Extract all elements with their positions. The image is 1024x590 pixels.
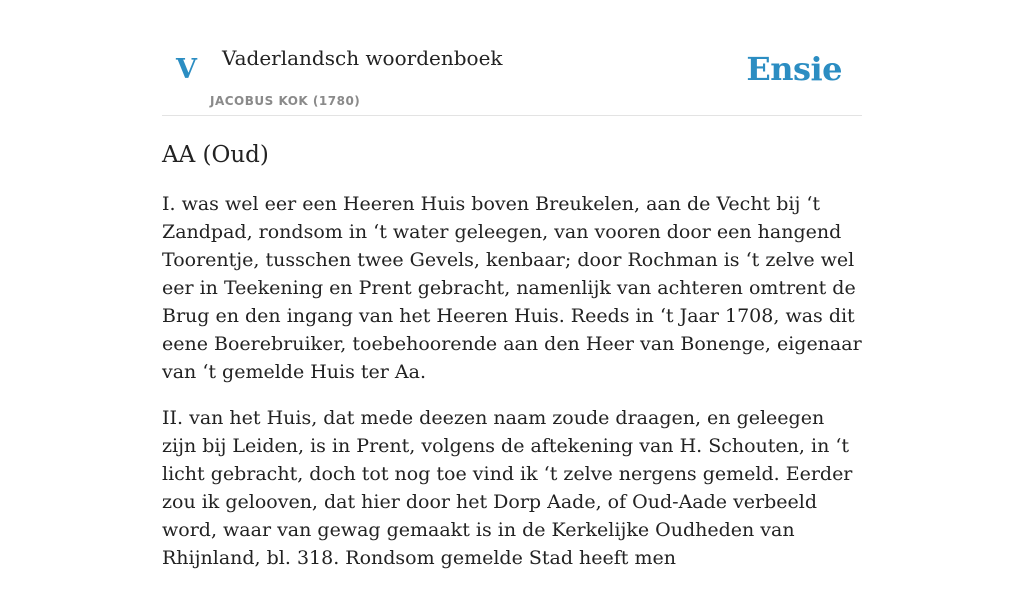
section-letter[interactable]: V bbox=[176, 54, 197, 85]
brand-logo[interactable]: Ensie bbox=[746, 50, 842, 88]
book-header bbox=[162, 0, 862, 116]
entry-title: AA (Oud) bbox=[162, 142, 269, 168]
book-author: JACOBUS KOK (1780) bbox=[210, 94, 361, 108]
book-title[interactable]: Vaderlandsch woordenboek bbox=[222, 46, 503, 70]
entry-paragraph: II. van het Huis, dat mede deezen naam zoude draagen, en geleegen zijn bij Leiden, is in Prent, volgens de aftekening van H. Schouten, in ‘t licht gebracht, doch tot nog toe vind ik ‘t zelve nergens gemeld. Eerder zou ik gelooven, dat hier door het Dorp Aade, of Oud-Aade verbeeld word, waar van gewag gemaakt is in de Kerkelijke Oudheden van Rhijnland, bl. 318. Rondsom gemelde Stad heeft men bbox=[162, 407, 853, 569]
entry-paragraph: I. was wel eer een Heeren Huis boven Breukelen, aan de Vecht bij ‘t Zandpad, rondsom in ‘t water geleegen, van vooren door een hangend Toorentje, tusschen twee Gevels, kenbaar; door Rochman is ‘t zelve wel eer in Teekening en Prent gebracht, namenlijk van achteren omtrent de Brug en den ingang van het Heeren Huis. Reeds in ‘t Jaar 1708, was dit eene Boerebruiker, toebehoorende aan den Heer van Bonenge, eigenaar van ‘t gemelde Huis ter Aa. bbox=[162, 193, 862, 383]
entry-content bbox=[162, 138, 862, 590]
